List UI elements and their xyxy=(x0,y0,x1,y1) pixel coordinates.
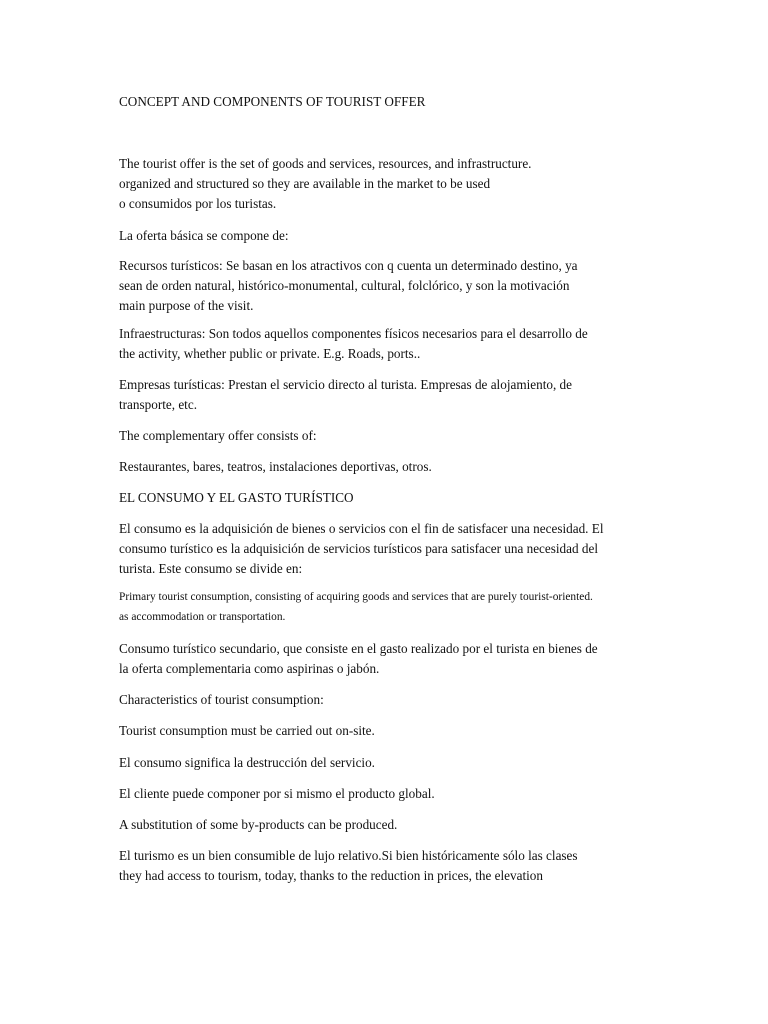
infraestructuras-paragraph xyxy=(119,324,679,364)
characteristics-heading: Characteristics of tourist consumption: xyxy=(119,692,324,707)
text-line: they had access to tourism, today, thanks to the reduction in prices, the elevation xyxy=(119,868,543,883)
text-line: la oferta complementaria como aspirinas o jabón. xyxy=(119,661,380,676)
complementary-list: Restaurantes, bares, teatros, instalaciones deportivas, otros. xyxy=(119,459,432,474)
text-line: The tourist offer is the set of goods and services, resources, and infrastructure. xyxy=(119,156,532,171)
secondary-consumption-paragraph xyxy=(119,639,679,679)
closing-paragraph xyxy=(119,846,679,886)
text-line: o consumidos por los turistas. xyxy=(119,196,277,211)
characteristic-item: El cliente puede componer por si mismo el producto global. xyxy=(119,786,435,801)
text-line: the activity, whether public or private. E.g. Roads, ports.. xyxy=(119,346,421,361)
characteristic-item: A substitution of some by-products can be produced. xyxy=(119,817,398,832)
text-line: organized and structured so they are available in the market to be used xyxy=(119,176,491,191)
primary-consumption-paragraph xyxy=(119,587,679,627)
text-line: Empresas turísticas: Prestan el servicio directo al turista. Empresas de alojamiento, de xyxy=(119,377,572,392)
text-line: turista. Este consumo se divide en: xyxy=(119,561,303,576)
text-line: El turismo es un bien consumible de lujo relativo.Si bien históricamente sólo las clases xyxy=(119,848,578,863)
recursos-paragraph xyxy=(119,256,679,316)
characteristic-item: Tourist consumption must be carried out on-site. xyxy=(119,723,375,738)
text-line: Recursos turísticos: Se basan en los atractivos con q cuenta un determinado destino, ya xyxy=(119,258,578,273)
text-line: Primary tourist consumption, consisting of acquiring goods and services that are purely tourist-oriented. xyxy=(119,591,593,603)
text-line: transporte, etc. xyxy=(119,397,197,412)
document-title: CONCEPT AND COMPONENTS OF TOURIST OFFER xyxy=(119,94,426,109)
consumo-intro-paragraph xyxy=(119,519,679,579)
text-line: sean de orden natural, histórico-monumental, cultural, folclórico, y son la motivación xyxy=(119,278,570,293)
intro-paragraph xyxy=(119,154,679,214)
text-line: as accommodation or transportation. xyxy=(119,611,286,623)
text-line: El consumo es la adquisición de bienes o servicios con el fin de satisfacer una necesidad. El xyxy=(119,521,604,536)
text-line: Infraestructuras: Son todos aquellos componentes físicos necesarios para el desarrollo de xyxy=(119,326,588,341)
characteristic-item: El consumo significa la destrucción del servicio. xyxy=(119,755,375,770)
complementary-heading: The complementary offer consists of: xyxy=(119,428,317,443)
text-line: main purpose of the visit. xyxy=(119,298,254,313)
text-line: consumo turístico es la adquisición de servicios turísticos para satisfacer una necesidad del xyxy=(119,541,598,556)
text-line: Consumo turístico secundario, que consiste en el gasto realizado por el turista en bienes de xyxy=(119,641,598,656)
empresas-paragraph xyxy=(119,375,679,415)
section-title: EL CONSUMO Y EL GASTO TURÍSTICO xyxy=(119,490,354,505)
basic-offer-heading: La oferta básica se compone de: xyxy=(119,228,289,243)
